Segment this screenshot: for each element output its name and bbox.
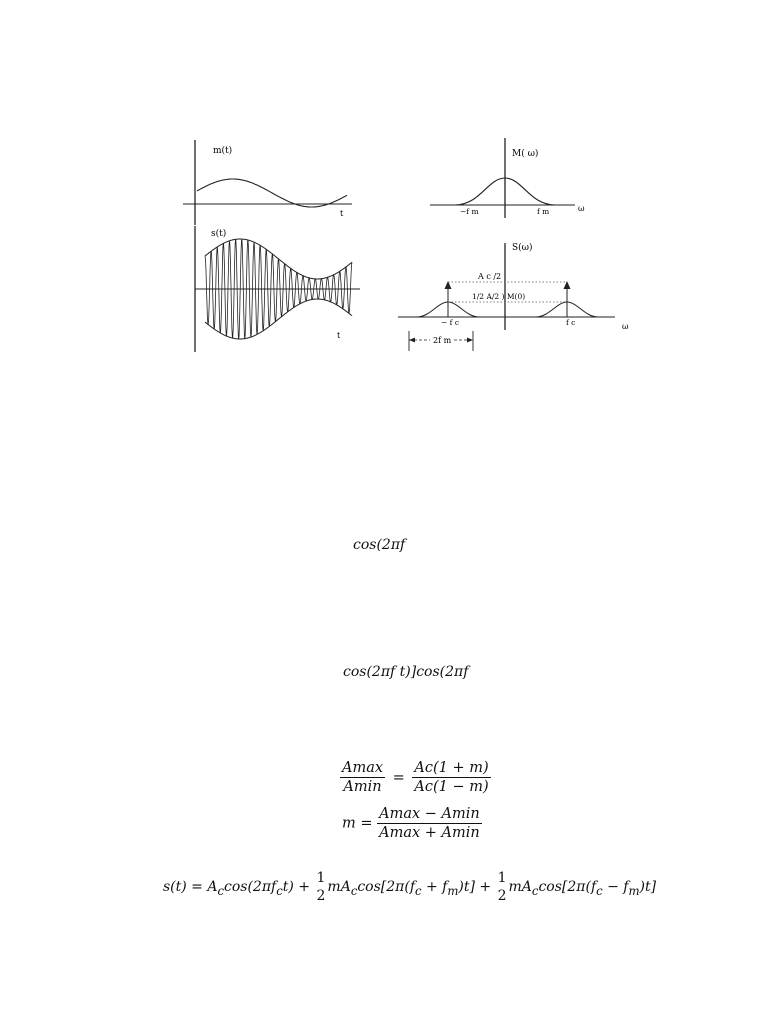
bandwidth-label: 2f m xyxy=(433,336,452,345)
m-t-label: m(t) xyxy=(213,146,233,156)
am-figure xyxy=(0,0,768,380)
st-term-2: cos(2πf xyxy=(224,879,277,895)
st-sub-10: m xyxy=(628,883,640,898)
st-term-10: − f xyxy=(602,879,629,895)
S-w-xaxis-label: ω xyxy=(622,322,629,331)
st-term-1: s(t) = A xyxy=(163,879,218,895)
S-w-label: S(ω) xyxy=(512,243,533,253)
st-sub-6: m xyxy=(447,883,459,898)
st-term-8: mA xyxy=(508,879,532,895)
ratio-lhs-fraction xyxy=(340,760,385,795)
st-sub-4: c xyxy=(350,883,358,898)
ratio-lhs-numerator: Amax xyxy=(342,760,384,776)
st-term-11: )t] xyxy=(639,879,657,895)
half-numerator-2: 1 xyxy=(497,870,507,886)
s-t-xaxis-label: t xyxy=(337,331,341,340)
st-sub-9: c xyxy=(596,883,603,898)
am-signal-expansion-equation xyxy=(163,870,656,904)
half-denominator-1: 2 xyxy=(316,888,326,904)
S-w-right-tick: f c xyxy=(566,318,576,327)
st-sub-5: c xyxy=(415,883,422,898)
half-fraction-2 xyxy=(496,870,509,904)
m-t-xaxis-label: t xyxy=(340,209,344,218)
st-sub-2: c xyxy=(276,883,283,898)
sideband-amplitude-label: 1/2 A/2 ) M(0) xyxy=(472,292,526,301)
M-w-panel xyxy=(430,138,585,218)
carrier-amplitude-label: A c /2 xyxy=(478,272,502,281)
message-waveform xyxy=(197,179,347,207)
half-numerator-1: 1 xyxy=(316,870,326,886)
S-w-left-tick: − f c xyxy=(441,318,460,327)
S-w-panel xyxy=(398,242,629,351)
modulation-index-equation xyxy=(342,806,482,841)
st-term-5: cos[2π(f xyxy=(357,879,416,895)
ratio-lhs-denominator: Amin xyxy=(343,779,382,795)
M-w-label: M( ω) xyxy=(512,149,539,159)
m-t-panel xyxy=(183,140,352,225)
half-fraction-1 xyxy=(315,870,328,904)
amplitude-ratio-equation: $\frac{Amax}{Amin}$ = $\frac{Ac(1 + m)}{Ac(1 - m)}$ xyxy=(342,760,489,795)
s-t-label: s(t) xyxy=(211,229,227,239)
M-w-xaxis-label: ω xyxy=(578,204,585,213)
M-w-right-tick: f m xyxy=(537,207,550,216)
st-sub-8: c xyxy=(531,883,539,898)
equation-fragment-carrier: cos(2πf xyxy=(353,537,406,553)
st-term-7: )t] + xyxy=(458,879,492,895)
ratio-rhs-fraction xyxy=(412,760,490,795)
ratio-rhs-denominator: Ac(1 − m) xyxy=(414,779,489,795)
index-fraction xyxy=(377,806,482,841)
index-numerator: Amax − Amin xyxy=(379,806,480,822)
ratio-rhs-numerator: Ac(1 + m) xyxy=(414,760,489,776)
half-denominator-2: 2 xyxy=(497,888,507,904)
index-lhs: m = xyxy=(342,815,373,832)
equation-fragment-am: cos(2πf t)]cos(2πf xyxy=(343,664,469,680)
M-w-left-tick: −f m xyxy=(460,207,479,216)
s-t-panel xyxy=(195,226,360,352)
st-term-6: + f xyxy=(421,879,448,895)
st-sub-1: c xyxy=(217,883,225,898)
st-term-3: t) + xyxy=(282,879,311,895)
st-term-4: mA xyxy=(327,879,351,895)
st-term-9: cos[2π(f xyxy=(538,879,597,895)
index-denominator: Amax + Amin xyxy=(379,825,480,841)
